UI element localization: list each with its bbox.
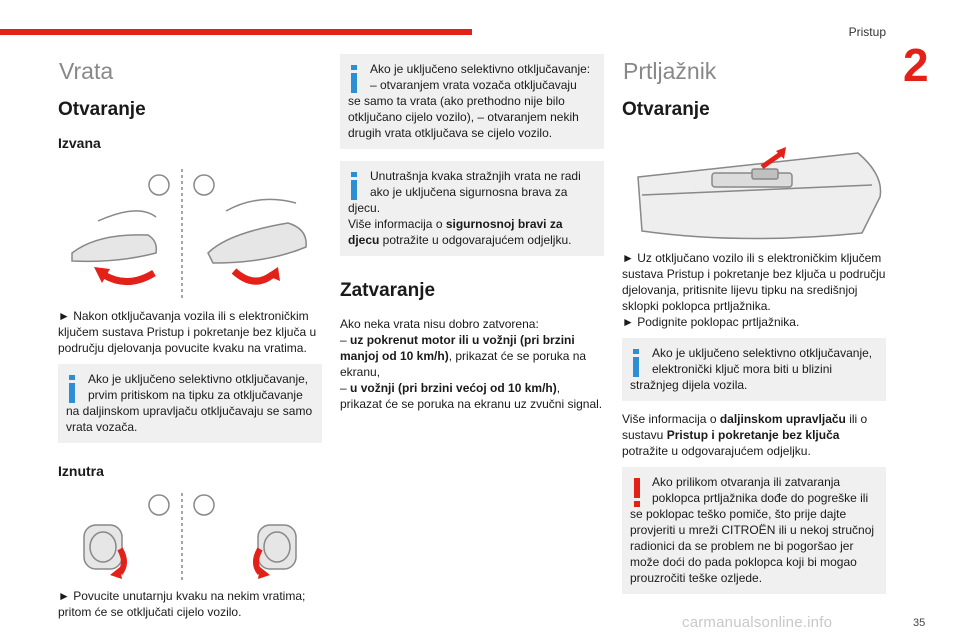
column-boot: [622, 52, 886, 604]
bullet-high-speed-rest: , prikazat će se poruka na ekranu uz zvučni signal.: [340, 381, 603, 411]
heading-opening-doors: Otvaranje: [58, 99, 146, 120]
info-icon: [348, 63, 362, 95]
note-bold-ref: sigurnosnoj bravi za djecu: [348, 217, 563, 247]
note-rest: na daljinskom upravljaču otključavaju se samo vrata vozača.: [66, 404, 313, 434]
heading-opening-boot: Otvaranje: [622, 99, 710, 120]
bullet-high-speed: [340, 380, 604, 412]
info-note-child-lock: [340, 161, 604, 256]
paragraph-boot-unlock: ► Uz otključano vozilo ili s elektroničkim ključem sustava Pristup i pokretanje bez ključa u području djelovanja, pritisnite lijevu tipku na središnjoj sklopki poklopca prtljažnika.: [622, 251, 886, 313]
header-accent-bar: [0, 29, 472, 35]
note-line-child: djecu.: [348, 201, 381, 215]
text: Više informacija o: [622, 412, 720, 426]
page-number: 35: [913, 617, 926, 629]
dash: –: [340, 333, 347, 347]
note-first-line: Unutrašnja kvaka stražnjih vrata ne radi ako je uključena sigurnosna brava za: [370, 169, 581, 199]
bullet-low-speed-rest: , prikazat će se poruka na ekranu,: [340, 349, 587, 379]
info-note-key-near: [622, 338, 886, 401]
paragraph-inside: ► Povucite unutarnju kvaku na nekim vratima; pritom će se otključati cijelo vozilo.: [58, 589, 306, 619]
note-line-ref: [348, 216, 596, 248]
info-note-selective-unlock: [58, 364, 322, 443]
info-icon: [348, 170, 362, 202]
watermark: carmanualsonline.info: [682, 614, 833, 631]
bullet-low-speed: [340, 332, 604, 380]
note-text: potražite u odgovarajućem odjeljku.: [379, 233, 572, 247]
paragraph-closing-intro: Ako neka vrata nisu dobro zatvorena:: [340, 317, 539, 331]
note-text: Više informacija o: [348, 217, 446, 231]
note-rest: se samo ta vrata (ako prethodno nije bilo otključano cijelo vozilo), – otvaranjem nekih drugih vrata otključava se cijelo vozilo.: [348, 94, 579, 140]
note-first-line: Ako je uključeno selektivno otključavanje, prvim pritiskom na tipku za otključavanje: [88, 372, 309, 402]
subheading-outside: Izvana: [58, 135, 101, 151]
info-note-selective-door: [340, 54, 604, 149]
bold-keyless: Pristup i pokretanje bez ključa: [666, 428, 840, 442]
paragraph-more-info: [622, 411, 886, 459]
chapter-title-doors: Vrata: [59, 58, 114, 84]
paragraph-outside: ► Nakon otključavanja vozila ili s elektroničkim ključem sustava Pristup i pokretanje bez ključa u području djelovanja povucite kvaku na vratima.: [58, 309, 317, 355]
bullet-low-speed-bold: uz pokrenut motor ili u vožnji (pri brzini manjoj od 10 km/h): [340, 333, 575, 363]
note-first-line: Ako je uključeno selektivno otključavanje, elektronički ključ mora biti u blizini: [652, 346, 873, 376]
column-doors: [58, 52, 322, 628]
info-icon: [66, 373, 80, 405]
warning-rest: se poklopac teško pomiče, što prije dajte provjeriti u mreži CITROËN ili u nekoj stručnoj radionici da se problem ne bi pogoršao jer može doći do pada poklopca koji bi mogao prouzročiti teške ozljede.: [630, 507, 875, 585]
column-doors-cont: [340, 52, 604, 420]
bullet-high-speed-bold: u vožnji (pri brzini većoj od 10 km/h): [350, 381, 557, 395]
warning-note-boot: [622, 467, 886, 594]
chapter-number: 2: [903, 39, 929, 91]
dash: –: [340, 381, 347, 395]
note-first-line: Ako je uključeno selektivno otključavanje: – otvaranjem vrata vozača otključavaju: [370, 62, 591, 92]
bold-remote: daljinskom upravljaču: [719, 412, 846, 426]
text: potražite u odgovarajućem odjeljku.: [622, 444, 811, 458]
warning-icon: [630, 476, 644, 508]
note-rest: stražnjeg dijela vozila.: [630, 378, 748, 392]
paragraph-lift: ► Podignite poklopac prtljažnika.: [622, 315, 800, 329]
info-icon: [630, 347, 644, 379]
outside-handle-illustration: [58, 163, 322, 303]
text: ili o sustavu: [622, 412, 868, 442]
subheading-inside: Iznutra: [58, 463, 104, 479]
boot-switch-illustration: [622, 135, 886, 245]
inside-handle-illustration: [58, 491, 322, 583]
heading-closing: Zatvaranje: [340, 280, 436, 301]
section-title: Pristup: [848, 25, 886, 39]
warning-first-line: Ako prilikom otvaranja ili zatvaranja poklopca prtljažnika dođe do pogreške ili: [652, 475, 869, 505]
chapter-title-boot: Prtljažnik: [623, 58, 717, 84]
